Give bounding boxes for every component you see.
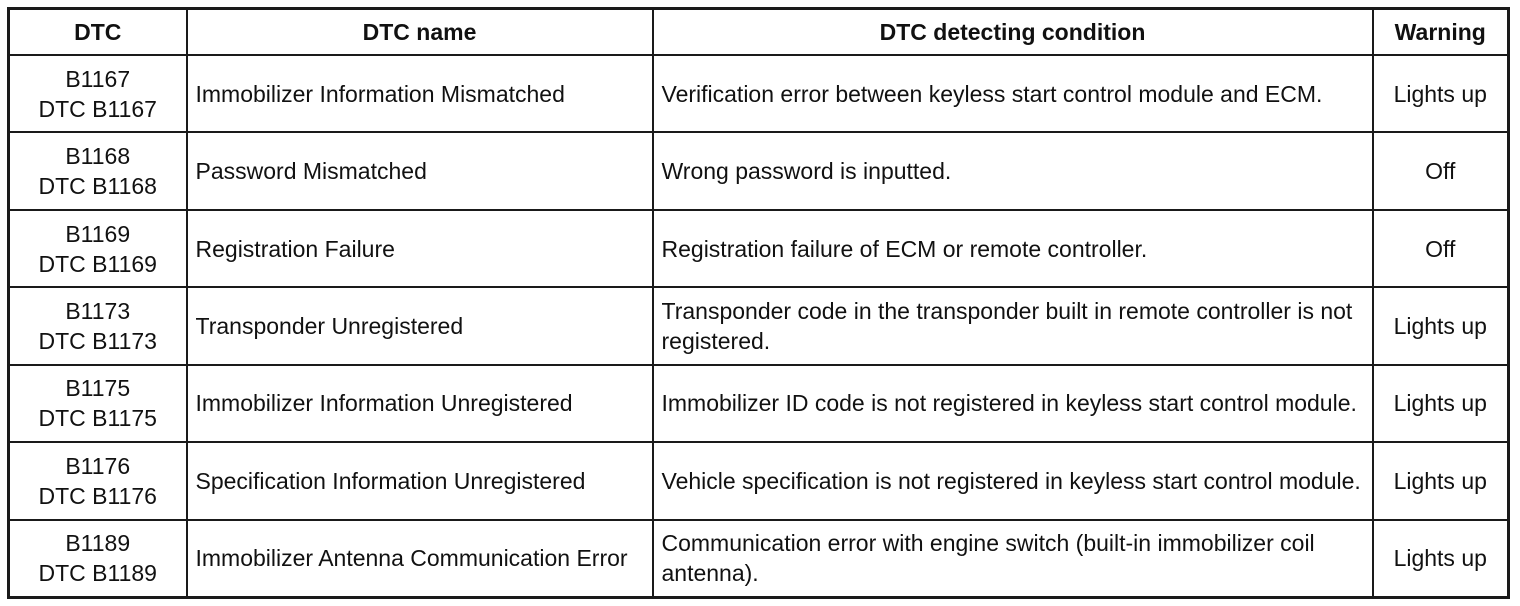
dtc-name-cell: Transponder Unregistered: [187, 287, 653, 364]
dtc-warning-cell: Off: [1373, 132, 1509, 209]
dtc-code-cell: [9, 55, 187, 132]
table-row: [9, 210, 1509, 287]
dtc-warning-cell: Lights up: [1373, 442, 1509, 519]
dtc-code-cell: [9, 365, 187, 442]
dtc-warning-cell: Lights up: [1373, 520, 1509, 598]
dtc-condition-cell: Verification error between keyless start control module and ECM.: [653, 55, 1373, 132]
dtc-name-cell: Immobilizer Antenna Communication Error: [187, 520, 653, 598]
dtc-code: B1176: [65, 452, 131, 479]
dtc-code-label: DTC B1167: [38, 95, 157, 122]
dtc-code: B1167: [65, 65, 131, 92]
dtc-warning-cell: Lights up: [1373, 287, 1509, 364]
dtc-code: B1168: [65, 143, 131, 170]
dtc-table: [7, 7, 1510, 599]
table-row: [9, 442, 1509, 519]
dtc-code-label: DTC B1175: [38, 405, 157, 432]
dtc-condition-cell: Transponder code in the transponder built in remote controller is not registered.: [653, 287, 1373, 364]
table-row: [9, 365, 1509, 442]
dtc-code-label: DTC B1176: [38, 482, 157, 509]
dtc-code: B1175: [65, 375, 131, 402]
table-row: [9, 287, 1509, 364]
dtc-code: B1169: [65, 220, 131, 247]
dtc-condition-cell: Wrong password is inputted.: [653, 132, 1373, 209]
dtc-code-label: DTC B1169: [38, 250, 157, 277]
dtc-condition-cell: Communication error with engine switch (built-in immobilizer coil antenna).: [653, 520, 1373, 598]
dtc-warning-cell: Off: [1373, 210, 1509, 287]
dtc-code-cell: [9, 132, 187, 209]
column-header-dtc: DTC: [9, 9, 187, 56]
dtc-code-label: DTC B1168: [38, 173, 157, 200]
dtc-code-cell: [9, 287, 187, 364]
dtc-name-cell: Immobilizer Information Mismatched: [187, 55, 653, 132]
table-header-row: [9, 9, 1509, 56]
dtc-warning-cell: Lights up: [1373, 55, 1509, 132]
dtc-code: B1173: [65, 297, 131, 324]
dtc-code-label: DTC B1173: [38, 327, 157, 354]
dtc-code-cell: [9, 442, 187, 519]
dtc-code-label: DTC B1189: [38, 560, 157, 587]
dtc-name-cell: Immobilizer Information Unregistered: [187, 365, 653, 442]
dtc-table-container: [7, 7, 1507, 599]
dtc-warning-cell: Lights up: [1373, 365, 1509, 442]
dtc-code-cell: [9, 210, 187, 287]
table-row: [9, 520, 1509, 598]
table-row: [9, 55, 1509, 132]
column-header-dtc-name: DTC name: [187, 9, 653, 56]
dtc-name-cell: Registration Failure: [187, 210, 653, 287]
dtc-condition-cell: Vehicle specification is not registered in keyless start control module.: [653, 442, 1373, 519]
dtc-condition-cell: Immobilizer ID code is not registered in keyless start control module.: [653, 365, 1373, 442]
dtc-condition-cell: Registration failure of ECM or remote controller.: [653, 210, 1373, 287]
dtc-name-cell: Password Mismatched: [187, 132, 653, 209]
dtc-code: B1189: [65, 530, 131, 557]
column-header-detecting-condition: DTC detecting condition: [653, 9, 1373, 56]
column-header-warning: Warning: [1373, 9, 1509, 56]
dtc-name-cell: Specification Information Unregistered: [187, 442, 653, 519]
dtc-code-cell: [9, 520, 187, 598]
table-row: [9, 132, 1509, 209]
